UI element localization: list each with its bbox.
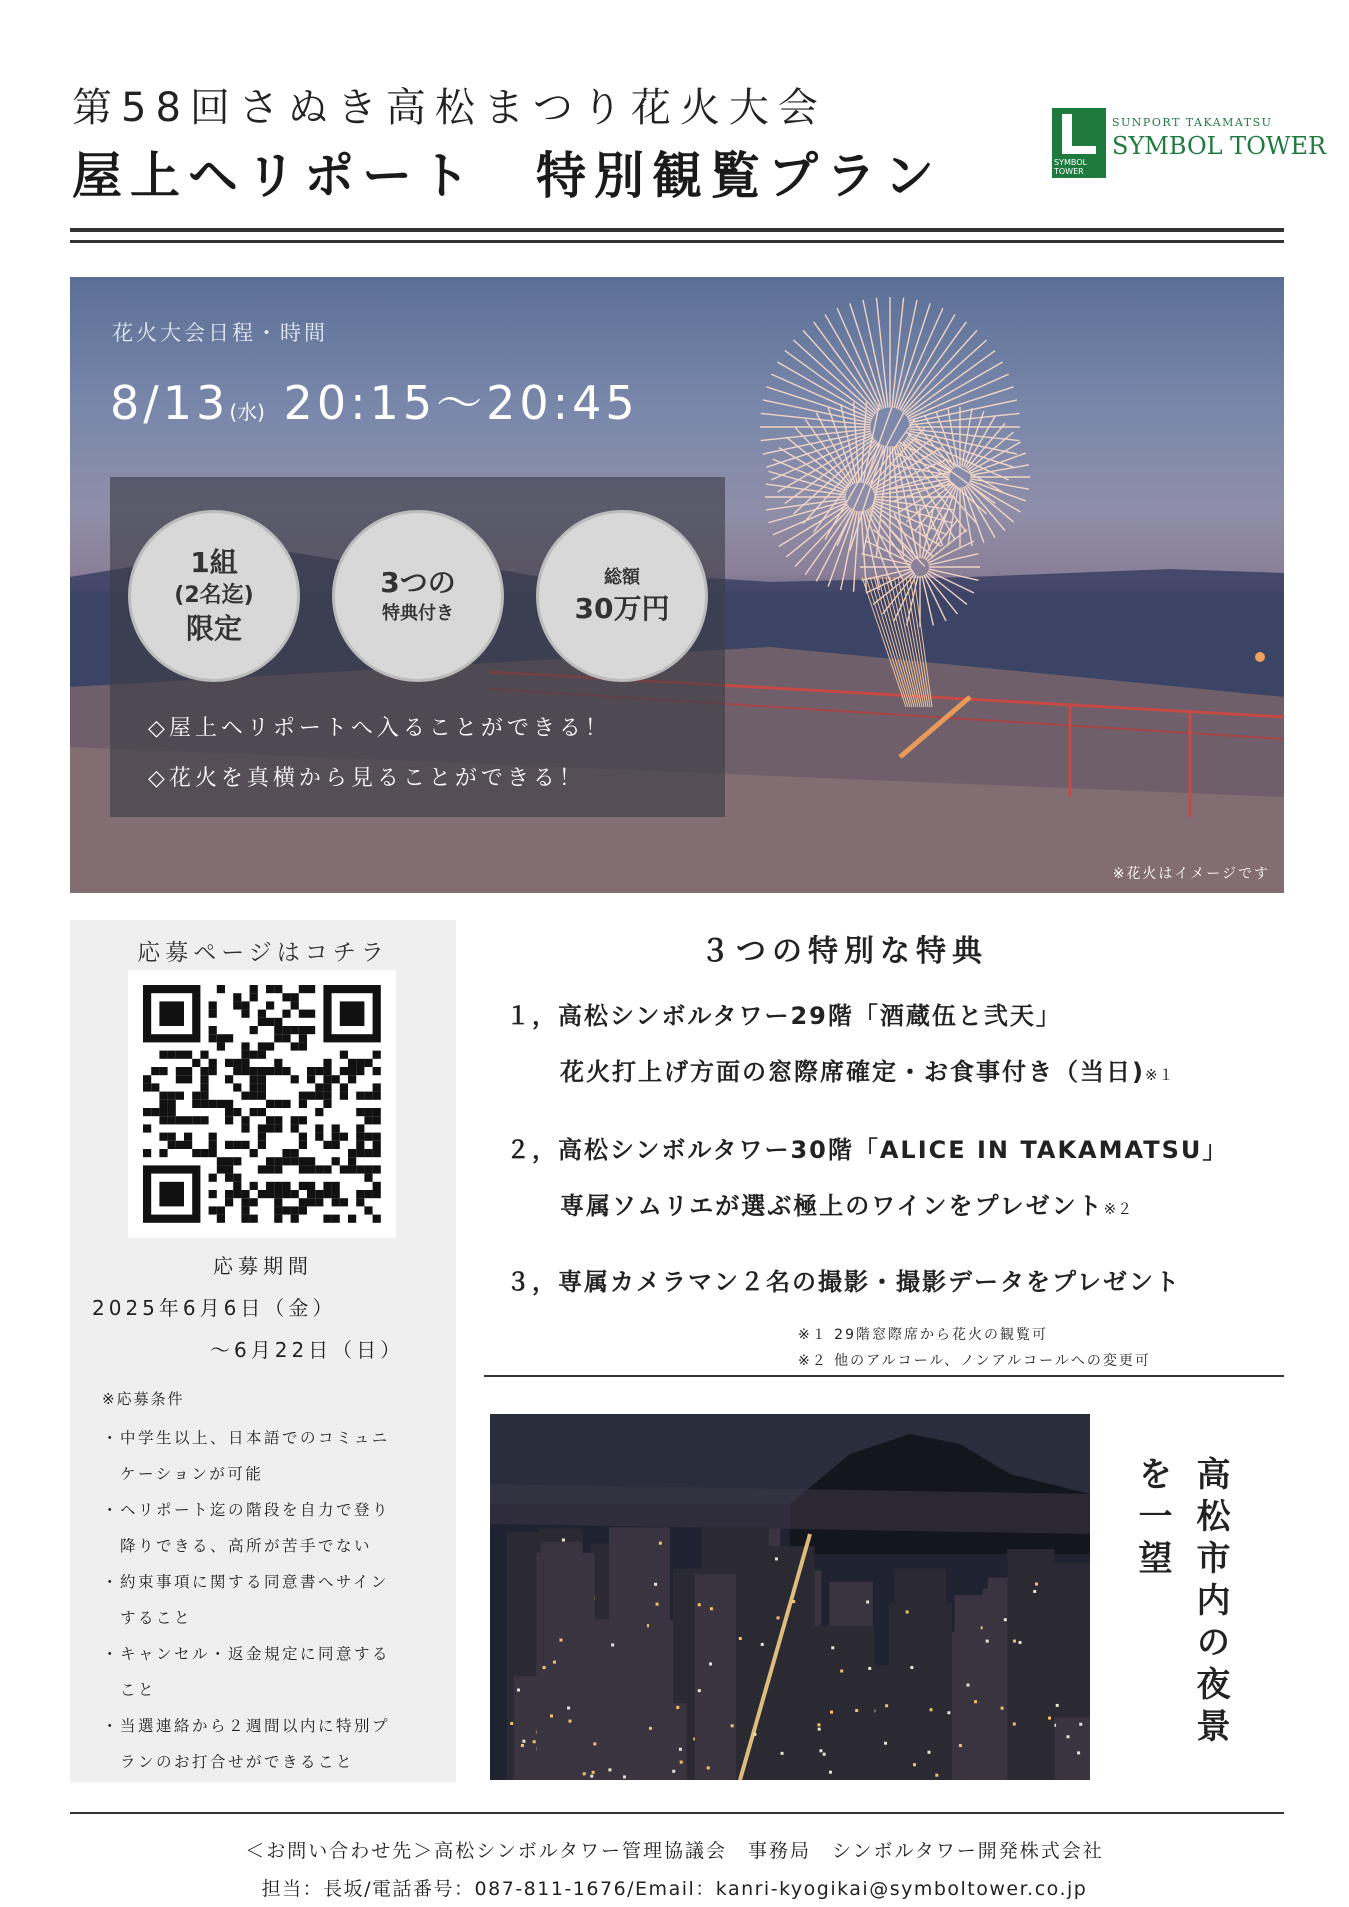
period-end: ～6月22日（日）	[210, 1338, 405, 1362]
event-weekday: (水)	[229, 400, 265, 424]
benefits-divider	[484, 1375, 1284, 1377]
footnote-1: ※１ 29階窓際席から花火の観覧可	[798, 1327, 1048, 1343]
conditions-title: ※応募条件	[102, 1390, 185, 1408]
benefit-2-line2: 専属ソムリエが選ぶ極上のワインをプレゼント※２	[560, 1192, 1134, 1220]
city-night-graphic	[490, 1414, 1090, 1780]
badge-three-benefits: 3つの 特典付き	[332, 510, 504, 682]
symbol-tower-logo	[1052, 108, 1327, 178]
benefit-3: ３，専属カメラマン２名の撮影・撮影データをプレゼント	[506, 1268, 1182, 1296]
conditions-list	[102, 1420, 442, 1780]
condition-item: ・中学生以上、日本語でのコミュニ ケーションが可能	[102, 1429, 390, 1483]
benefit-1-line1: １，高松シンボルタワー29階「酒蔵伍と弐天」	[506, 1002, 1062, 1030]
footer-rule	[70, 1812, 1284, 1814]
night-view-caption-2: を一望	[1132, 1456, 1172, 1582]
contact-details: 担当：長坂/電話番号：087-811-1676/Email：kanri-kyogikai@symboltower.co.jp	[261, 1878, 1088, 1900]
header-rule-bottom	[70, 240, 1284, 243]
period-start: 2025年6月6日（金）	[92, 1296, 337, 1320]
logo-subtitle: SUNPORT TAKAMATSU	[1112, 116, 1273, 129]
contact-organization: ＜お問い合わせ先＞高松シンボルタワー管理協議会 事務局 シンボルタワー開発株式会社	[245, 1840, 1104, 1862]
night-view-caption-1: 高松市内の夜景	[1190, 1456, 1230, 1750]
image-note: ※花火はイメージです	[1112, 866, 1270, 882]
period-label: 応募期間	[213, 1254, 313, 1278]
benefits-title: ３つの特別な特典	[700, 934, 988, 969]
badge-limited: 1組 (2名迄) 限定	[128, 510, 300, 682]
footnote-2: ※２ 他のアルコール、ノンアルコールへの変更可	[798, 1353, 1151, 1369]
header-rule-top	[70, 228, 1284, 232]
benefit-1-line2: 花火打上げ方面の窓際席確定・お食事付き（当日)※１	[560, 1058, 1175, 1086]
benefit-2-line1: ２，高松シンボルタワー30階「ALICE IN TAKAMATSU」	[506, 1136, 1229, 1164]
condition-item: ・約束事項に関する同意書へサイン すること	[102, 1573, 389, 1627]
highlight-point: ◇屋上ヘリポートへ入ることができる！	[148, 716, 611, 741]
plan-highlights-panel	[110, 477, 725, 817]
condition-item: ・ヘリポート迄の階段を自力で登り 降りできる、高所が苦手でない	[102, 1501, 391, 1555]
event-time: 20:15～20:45	[283, 376, 639, 430]
city-night-view-photo	[490, 1414, 1090, 1780]
event-title: 第58回さぬき高松まつり花火大会	[72, 85, 827, 131]
schedule-label: 花火大会日程・時間	[112, 321, 328, 345]
event-datetime	[110, 367, 639, 433]
logo-mark-icon	[1052, 108, 1106, 178]
badge-total-value: 総額 30万円	[536, 510, 708, 682]
condition-item: ・キャンセル・返金規定に同意する こと	[102, 1645, 391, 1699]
application-title: 応募ページはコチラ	[137, 940, 389, 966]
logo-mark-text: SYMBOL TOWER	[1054, 158, 1087, 176]
plan-title: 屋上ヘリポート 特別観覧プラン	[72, 147, 942, 205]
condition-item: ・当選連絡から２週間以内に特別プ ランのお打合せができること	[102, 1717, 391, 1771]
qr-code-icon[interactable]	[128, 970, 396, 1238]
event-date: 8/13	[110, 376, 230, 430]
qr-code-graphic	[128, 970, 396, 1238]
application-panel	[70, 920, 456, 1782]
logo-name: SYMBOL TOWER	[1112, 132, 1327, 160]
hero-fireworks-banner	[70, 277, 1284, 893]
highlight-point: ◇花火を真横から見ることができる！	[148, 766, 585, 791]
